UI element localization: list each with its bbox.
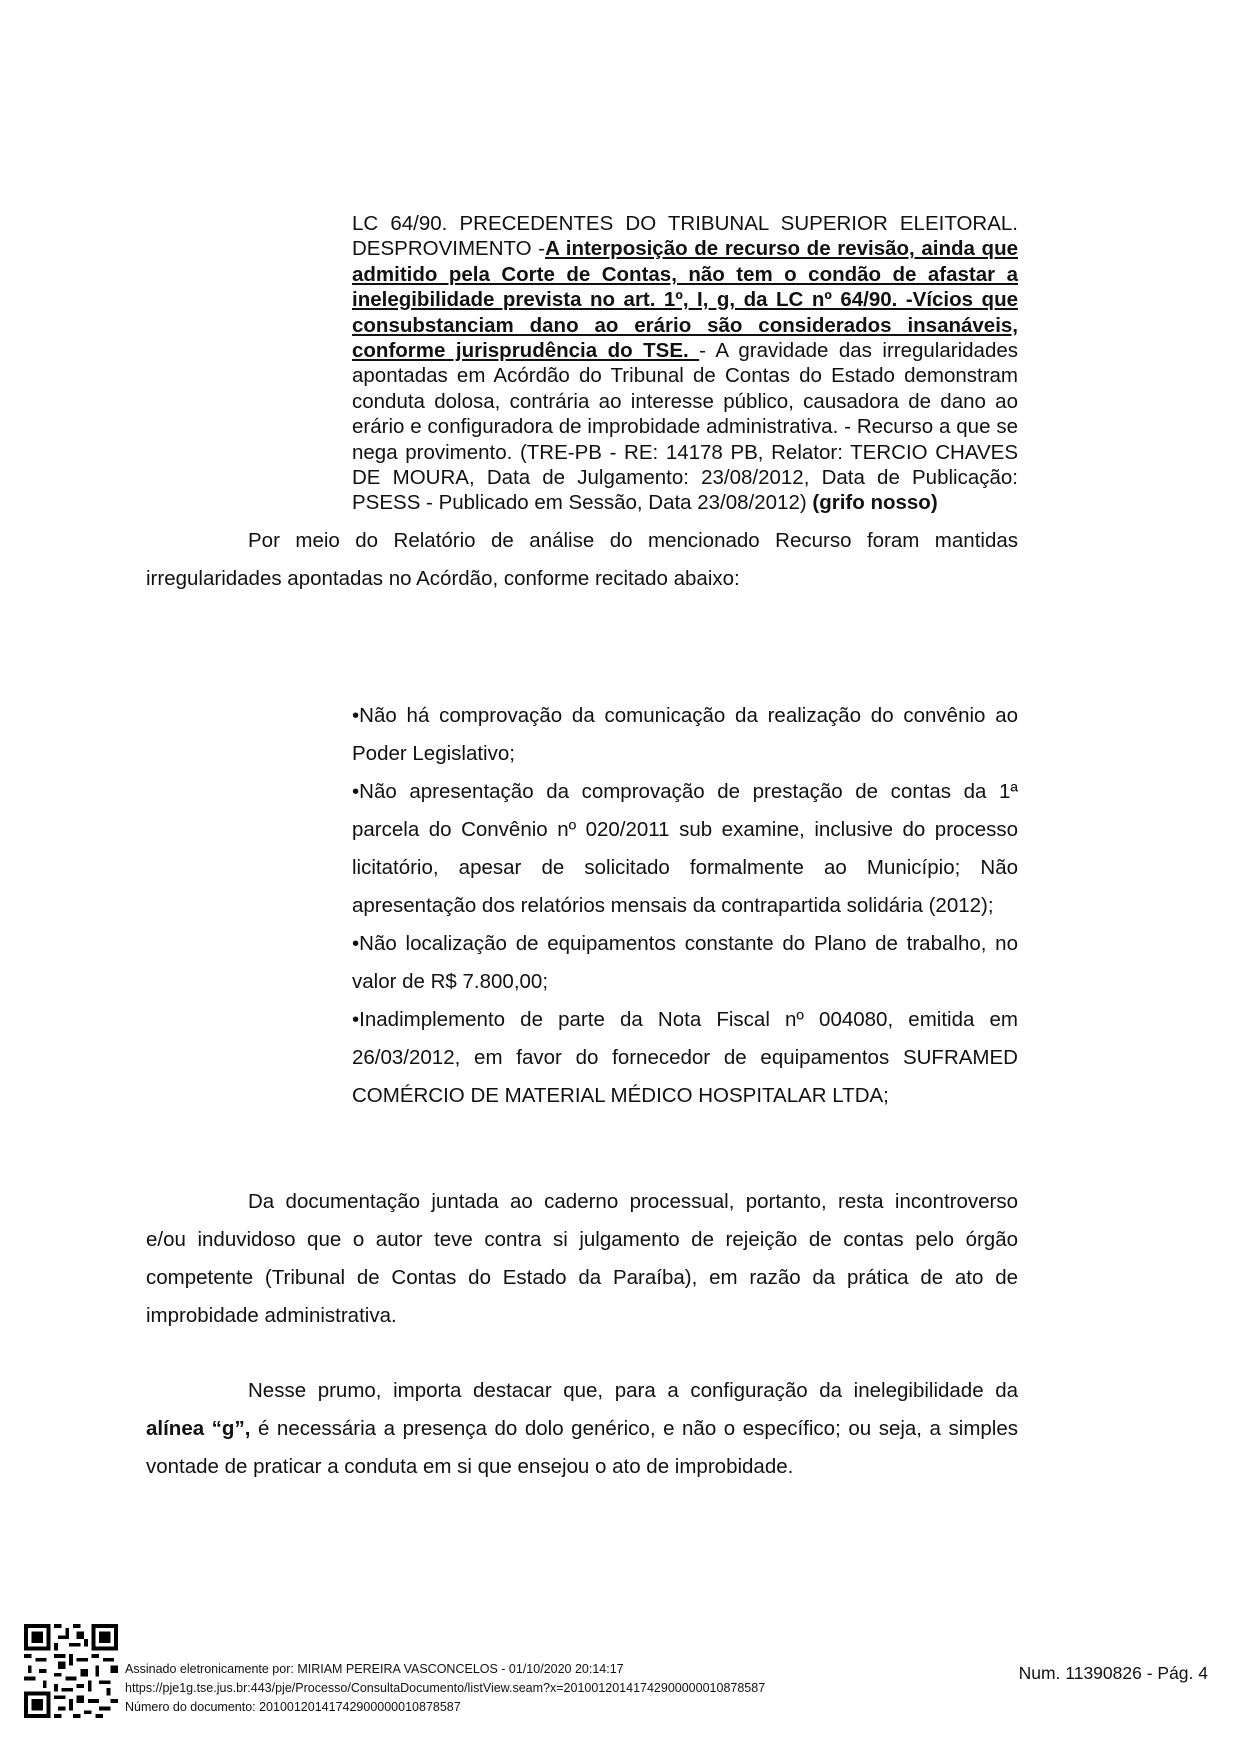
citation-rest: - A gravidade das irregularidades apontadas em Acórdão do Tribunal de Contas do Estado demonstram conduta dolosa, contrária ao interesse público, causadora de dano ao erário e configuradora de improbidade administrativa. - Recurso a que se nega provimento. (TRE-PB - RE: 14178 PB, Relator: TERCIO CHAVES DE MOURA, Data de Julgamento: 23/08/2012, Data de Publicação: PSESS - Publicado em Sessão, Data 23/08/2012) (352, 339, 1018, 515)
page-number: Num. 11390826 - Pág. 4 (1018, 1663, 1208, 1683)
citation-underlined-excerpt: A interposição de recurso de revisão, ainda que admitido pela Corte de Contas, não tem o condão de afastar a inelegibilidade prevista no art. 1º, I, g, da LC nº 64/90. -Vícios que consubstanciam dano ao erário são considerados insanáveis, conforme jurisprudência do TSE. (352, 237, 1018, 363)
list-item: •Inadimplemento de parte da Nota Fiscal nº 004080, emitida em 26/03/2012, em favor do fornecedor de equipamentos SUFRAMED COMÉRCIO DE MATERIAL MÉDICO HOSPITALAR LTDA; (352, 1008, 1018, 1107)
citation-emphasis-note: (grifo nosso) (812, 491, 938, 515)
list-item: •Não localização de equipamentos constante do Plano de trabalho, no valor de R$ 7.800,00; (352, 932, 1018, 993)
alinea-g-emphasis: alínea “g”, (146, 1417, 251, 1440)
jurisprudence-citation (352, 211, 1018, 516)
signature-footer (125, 1660, 765, 1717)
document-number: Número do documento: 20100120141742900000010878587 (125, 1700, 461, 1714)
paragraph-documentation: Da documentação juntada ao caderno processual, portanto, resta incontroverso e/ou induvidoso que o autor teve contra si julgamento de rejeição de contas pelo órgão competente (Tribunal de Contas do Estado da Paraíba), em razão da prática de ato de improbidade administrativa. (146, 1190, 1018, 1327)
list-item: •Não apresentação da comprovação de prestação de contas da 1ª parcela do Convênio nº 020/2011 sub examine, inclusive do processo licitatório, apesar de solicitado formalmente ao Município; Não apresentação dos relatórios mensais da contrapartida solidária (2012); (352, 780, 1018, 917)
paragraph-report-intro: Por meio do Relatório de análise do mencionado Recurso foram mantidas irregularidades apontadas no Acórdão, conforme recitado abaixo: (146, 529, 1018, 590)
citation-intro: LC 64/90. PRECEDENTES DO TRIBUNAL SUPERIOR ELEITORAL. DESPROVIMENTO - (352, 212, 1018, 261)
paragraph-text-after: é necessária a presença do dolo genérico, e não o específico; ou seja, a simples vontade de praticar a conduta em si que ensejou o ato de improbidade. (146, 1417, 1019, 1478)
paragraph-text-before: Nesse prumo, importa destacar que, para a configuração da inelegibilidade da (248, 1379, 1018, 1402)
qr-code-icon (24, 1624, 118, 1718)
list-item: •Não há comprovação da comunicação da realização do convênio ao Poder Legislativo; (352, 704, 1018, 765)
document-url[interactable]: https://pje1g.tse.jus.br:443/pje/Processo/ConsultaDocumento/listView.seam?x=20100120141742900000010878587 (125, 1681, 766, 1695)
paragraph-dolo-generico (146, 1372, 1018, 1486)
irregularities-list (352, 697, 1018, 1115)
signature-line: Assinado eletronicamente por: MIRIAM PEREIRA VASCONCELOS - 01/10/2020 20:14:17 (125, 1662, 624, 1676)
